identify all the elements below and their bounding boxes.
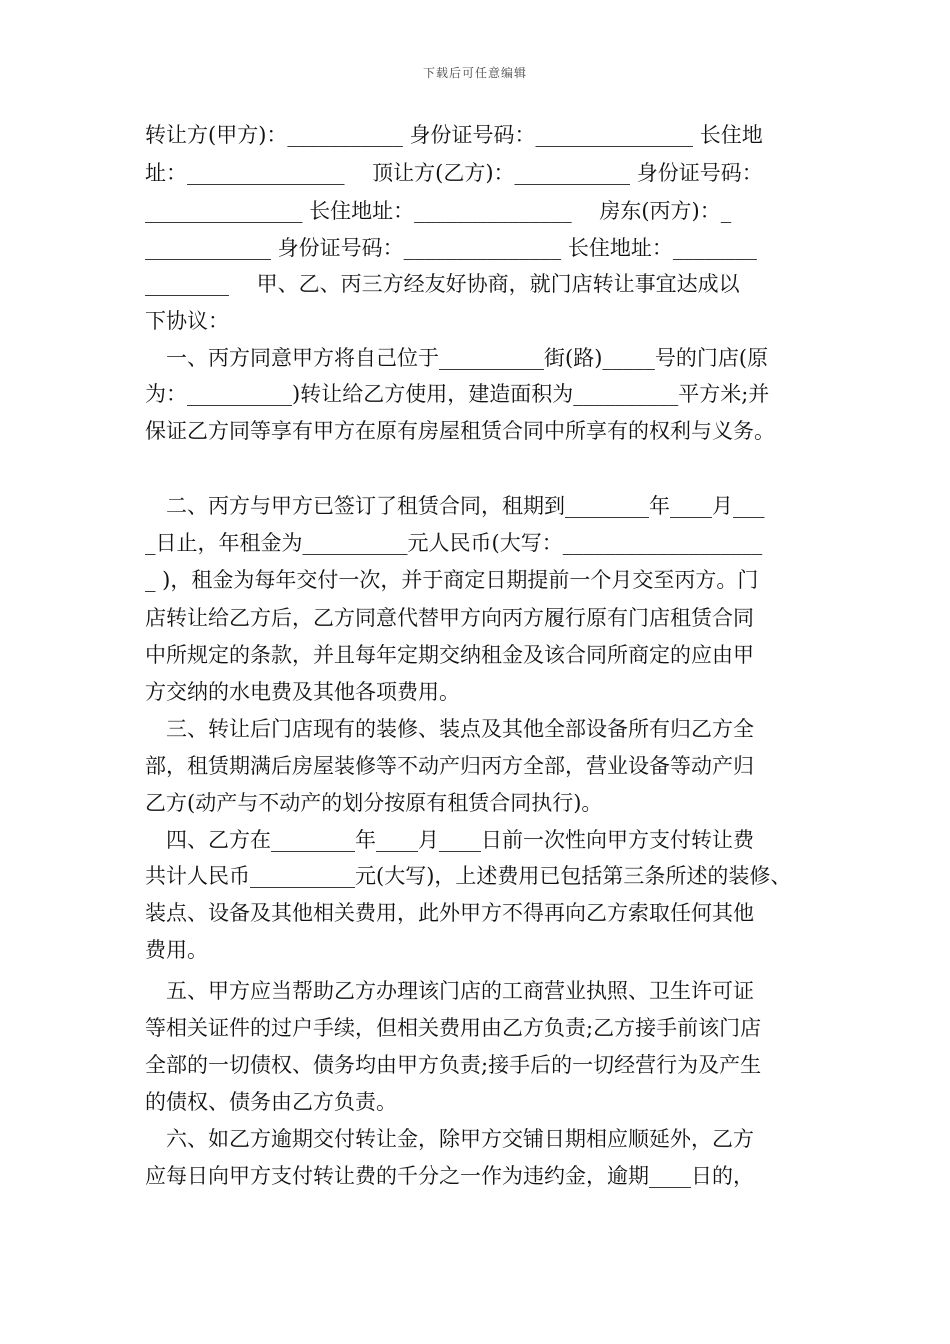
text-line: _ )，租金为每年交付一次，并于商定日期提前一个月交至丙方。门 bbox=[145, 568, 759, 592]
text-line: ________ 甲、乙、丙三方经友好协商，就门店转让事宜达成以 bbox=[145, 272, 740, 296]
text-line: ____________ 身份证号码：_______________ 长住地址：________ bbox=[145, 236, 757, 260]
text-line: 址：_______________ 顶让方(乙方)：___________ 身份证号码： bbox=[145, 161, 763, 185]
text-line: 乙方(动产与不动产的划分按原有租赁合同执行)。 bbox=[145, 791, 603, 815]
text-line: 为：__________)转让给乙方使用，建造面积为__________平方米;并 bbox=[145, 382, 770, 406]
text-line: _日止，年租金为__________元人民币(大写：___________________ bbox=[145, 531, 763, 555]
text-line: 三、转让后门店现有的装修、装点及其他全部设备所有归乙方全 bbox=[145, 717, 754, 741]
text-line: 四、乙方在________年____月____日前一次性向甲方支付转让费 bbox=[145, 828, 754, 852]
text-line: 转让方(甲方)：___________ 身份证号码：_______________ 长住地 bbox=[145, 123, 763, 147]
page-header: 下载后可任意编辑 bbox=[422, 66, 527, 80]
text-line: 装点、设备及其他相关费用，此外甲方不得再向乙方索取任何其他 bbox=[145, 901, 754, 925]
text-line: 六、如乙方逾期交付转让金，除甲方交铺日期相应顺延外，乙方 bbox=[145, 1127, 754, 1151]
text-line: 等相关证件的过户手续，但相关费用由乙方负责;乙方接手前该门店 bbox=[145, 1016, 762, 1040]
text-line: 店转让给乙方后，乙方同意代替甲方向丙方履行原有门店租赁合同 bbox=[145, 606, 754, 630]
text-line: 下协议： bbox=[145, 309, 229, 333]
text-line: 全部的一切债权、债务均由甲方负责;接手后的一切经营行为及产生 bbox=[145, 1053, 762, 1077]
text-line: 方交纳的水电费及其他各项费用。 bbox=[145, 680, 460, 704]
text-line: _______________ 长住地址：_______________ 房东(丙方)：_ bbox=[145, 199, 732, 223]
text-line: 中所规定的条款，并且每年定期交纳租金及该合同所商定的应由甲 bbox=[145, 643, 754, 667]
text-line: 二、丙方与甲方已签订了租赁合同，租期到________年____月___ bbox=[145, 494, 765, 518]
text-line: 应每日向甲方支付转让费的千分之一作为违约金，逾期____日的， bbox=[145, 1164, 754, 1188]
text-line: 费用。 bbox=[145, 938, 208, 962]
text-line: 部，租赁期满后房屋装修等不动产归丙方全部，营业设备等动产归 bbox=[145, 754, 754, 778]
text-line: 共计人民币__________元(大写)，上述费用已包括第三条所述的装修、 bbox=[145, 864, 792, 888]
text-line: 保证乙方同等享有甲方在原有房屋租赁合同中所享有的权利与义务。 bbox=[145, 419, 775, 443]
text-line: 一、丙方同意甲方将自己位于__________街(路)_____号的门店(原 bbox=[145, 346, 769, 370]
text-line: 五、甲方应当帮助乙方办理该门店的工商营业执照、卫生许可证 bbox=[145, 979, 754, 1003]
text-line: 的债权、债务由乙方负责。 bbox=[145, 1090, 397, 1114]
